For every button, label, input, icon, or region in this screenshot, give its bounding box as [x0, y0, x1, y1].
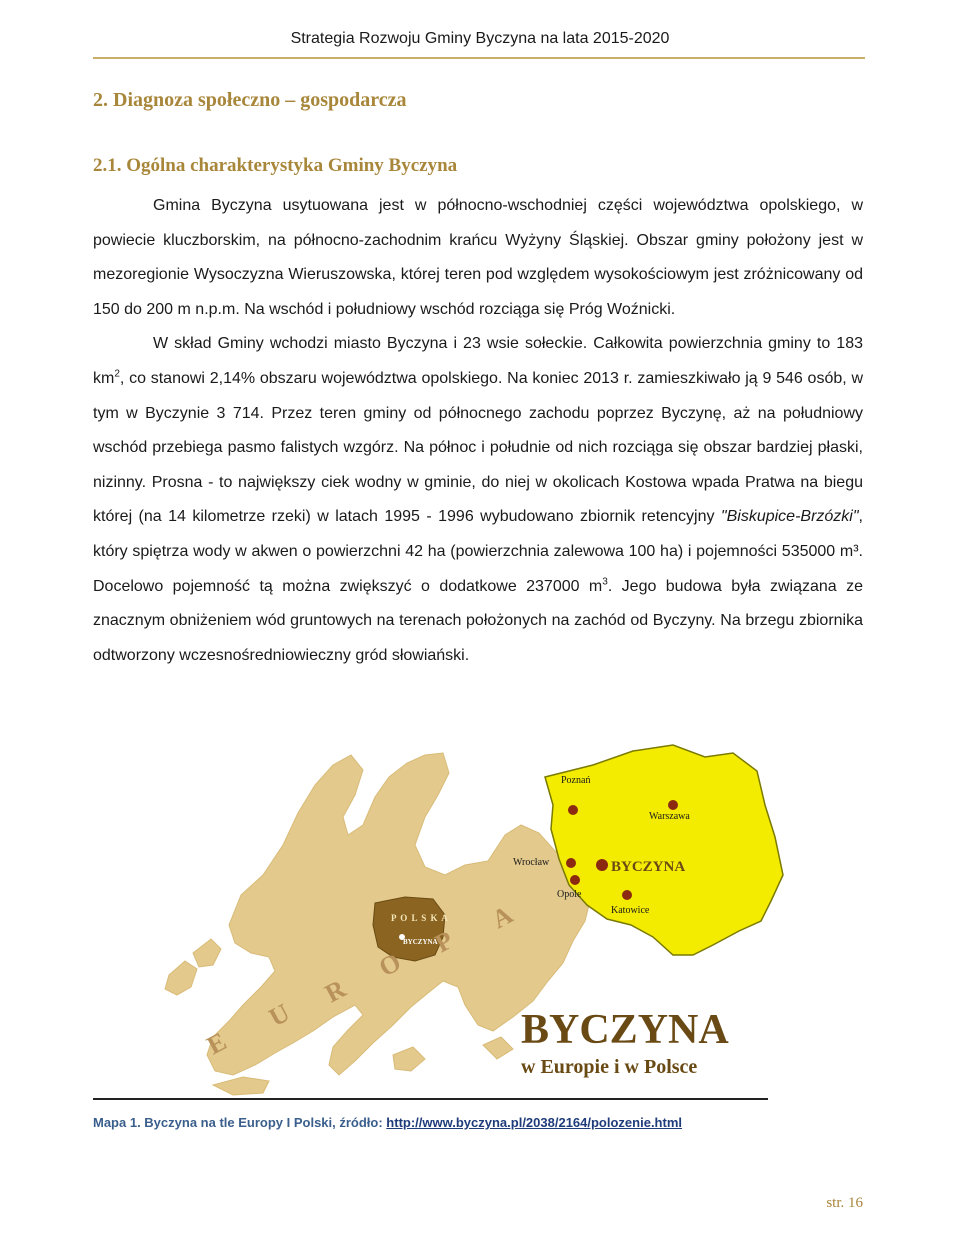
city-label-opole: Opole	[557, 889, 582, 900]
europe-poland-map	[93, 725, 873, 1097]
superscript-2: 2	[114, 368, 120, 380]
paragraph-1: Gmina Byczyna usytuowana jest w północno-wschodniej części województwa opolskiego, w powiecie kluczborskim, na północno-zachodnim krańcu Wyżyny Śląskiej. Obszar gminy położony jest w mezoregionie Wysoczyzna Wieruszowska, której teren pod względem wysokościowym jest zróżnicowany od 150 do 200 m n.p.m. Na wschód i południowy wschód rozciąga się Próg Woźnicki.	[93, 197, 863, 318]
city-label-byczyna: BYCZYNA	[611, 859, 686, 875]
paragraph-2-part-d: . Jego budowa była związana ze znacznym obniżeniem wód gruntowych na terenach położonych na zachód od Byczyny. Na brzegu zbiornika odtworzony wczesnośredniowieczny gród słowiański.	[93, 577, 863, 664]
paragraph-2-part-a: W skład Gminy wchodzi miasto Byczyna i 23 wsie sołeckie. Całkowita powierzchnia gminy to 183 km	[93, 335, 863, 387]
city-dot-poznan	[568, 805, 578, 815]
city-label-poznan: Poznań	[561, 775, 591, 786]
map-subtitle: w Europie i w Polsce	[521, 1056, 698, 1078]
byczyna-label-small: BYCZYNA	[403, 938, 438, 946]
subsection-heading: 2.1. Ogólna charakterystyka Gminy Byczyna	[93, 155, 458, 176]
city-label-wroclaw: Wrocław	[513, 857, 550, 868]
header-divider	[93, 57, 865, 59]
body-text	[93, 189, 863, 673]
city-label-katowice: Katowice	[611, 905, 650, 916]
paragraph-2-part-c: , który spiętrza wody w akwen o powierzchni 42 ha (powierzchnia zalewowa 100 ha) i pojemności 535000 m³. Docelowo pojemność tą można zwiększyć o dodatkowe 237000 m	[93, 508, 863, 595]
section-heading: 2. Diagnoza społeczno – gospodarcza	[93, 89, 407, 111]
city-label-warszawa: Warszawa	[649, 811, 690, 822]
europe-letter-u: U	[264, 997, 295, 1033]
city-dot-katowice	[622, 890, 632, 900]
map-title: BYCZYNA	[521, 1007, 729, 1053]
map-image	[93, 725, 873, 1100]
europe-letter-p: P	[430, 925, 458, 959]
reservoir-name: "Biskupice-Brzózki"	[720, 508, 859, 526]
map-caption	[93, 1115, 682, 1130]
page-header-title: Strategia Rozwoju Gminy Byczyna na lata 2015-2020	[290, 30, 670, 47]
europe-letter-e: E	[202, 1026, 232, 1061]
caption-text: Mapa 1. Byczyna na tle Europy I Polski, źródło:	[93, 1115, 387, 1130]
page-number: str. 16	[826, 1195, 863, 1211]
europe-letter-a: A	[487, 899, 518, 935]
poland-label-small: P O L S K A	[391, 913, 449, 923]
europe-letter-o: O	[374, 947, 406, 983]
paragraph-2-part-b: , co stanowi 2,14% obszaru województwa opolskiego. Na koniec 2013 r. zamieszkiwało ją 9 546 osób, w tym w Byczynie 3 714. Przez teren gminy od północnego zachodu poprzez Byczynę, aż na południowy wschód przebiega pasmo falistych wzgórz. Na północ i południe od nich rozciąga się obszar bardziej płaski, nizinny. Prosna - to największy ciek wodny w gminie, do niej w okolicach Kostowa wpada Pratwa na biegu której (na 14 kilometrze rzeki) w latach 1995 - 1996 wybudowano zbiornik retencyjny	[93, 369, 863, 526]
city-dot-wroclaw	[566, 858, 576, 868]
city-dot-byczyna	[596, 859, 608, 871]
caption-source-link[interactable]: http://www.byczyna.pl/2038/2164/polozenie.html	[386, 1115, 682, 1130]
europe-letter-r: R	[320, 973, 351, 1009]
city-dot-warszawa	[668, 800, 678, 810]
city-dot-opole	[570, 875, 580, 885]
paragraph-2	[93, 327, 863, 673]
map-underline	[93, 1098, 768, 1100]
superscript-3: 3	[602, 576, 608, 588]
